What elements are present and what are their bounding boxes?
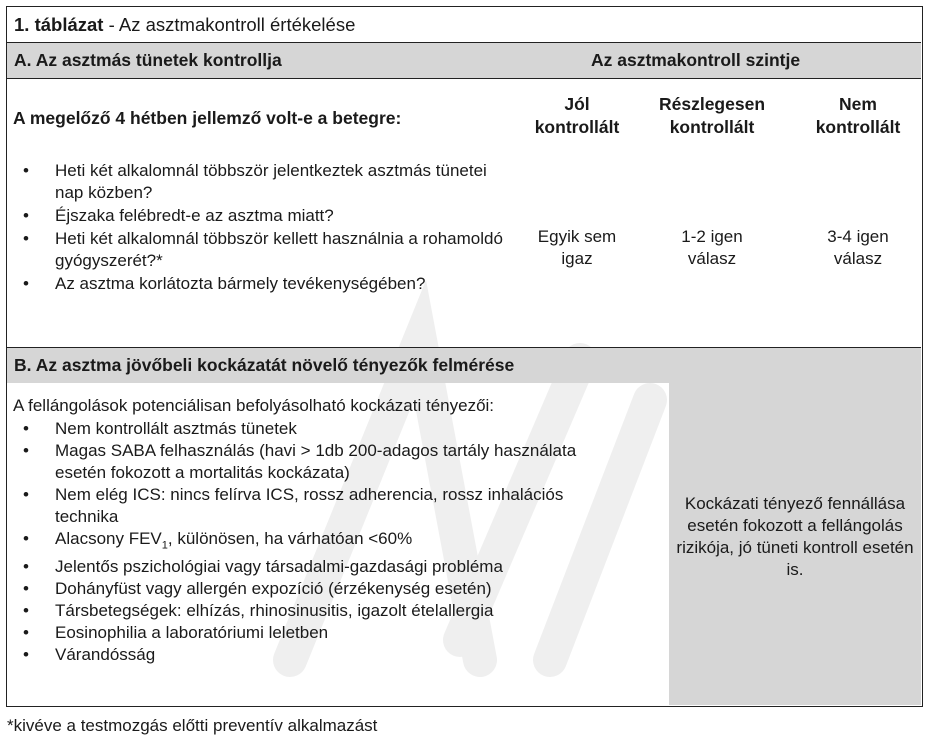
table-title xyxy=(7,7,921,43)
column-uncontrolled xyxy=(797,93,919,139)
risk-result-text: Kockázati tényező fennállása esetén fokozott a fellángolás rizikója, jó tüneti kontroll esetén is. xyxy=(676,494,914,579)
fev-label: Alacsony FEV xyxy=(55,529,162,548)
risk-factor-item: • Magas SABA felhasználás (havi > 1db 200-adagos tartály használata esetén fokozott a mortalitás kockázata) xyxy=(13,440,615,484)
symptom-item: • Heti két alkalomnál többször jelentkeztek asztmás tünetei nap közben? xyxy=(13,160,513,204)
risk-factor-item xyxy=(13,528,663,556)
result-uncontrolled-line1: 3-4 igen xyxy=(827,227,889,246)
column-well-controlled xyxy=(517,93,637,139)
risk-factor-item: • Társbetegségek: elhízás, rhinosinusitis, igazolt ételallergia xyxy=(13,600,663,622)
table-title-text: - Az asztmakontroll értékelése xyxy=(103,14,356,35)
control-level-label: Az asztmakontroll szintje xyxy=(591,50,801,70)
section-a-header xyxy=(7,43,921,79)
result-partly-controlled-line2: válasz xyxy=(687,249,737,268)
result-partly-controlled xyxy=(647,226,777,270)
column-well-controlled-line2: kontrollált xyxy=(534,117,620,137)
risk-factor-item: • Nem kontrollált asztmás tünetek xyxy=(13,418,663,440)
result-partly-controlled-line1: 1-2 igen xyxy=(681,227,743,246)
risk-factor-list xyxy=(13,418,663,666)
column-well-controlled-line1: Jól xyxy=(564,94,590,114)
result-well-controlled-line1: Egyik sem xyxy=(537,227,617,246)
section-b-label: B. Az asztma jövőbeli kockázatát növelő tényezők felmérése xyxy=(14,355,515,375)
risk-factor-item: • Dohányfüst vagy allergén expozíció (érzékenység esetén) xyxy=(13,578,663,600)
column-uncontrolled-line1: Nem xyxy=(839,94,877,114)
result-well-controlled xyxy=(517,226,637,270)
risk-factor-item: • Nem elég ICS: nincs felírva ICS, rossz adherencia, rossz inhalációs technika xyxy=(13,484,615,528)
column-partly-controlled-line1: Részlegesen xyxy=(658,94,766,114)
table-title-number: 1. táblázat xyxy=(14,14,104,35)
fev-subscript: 1 xyxy=(161,539,168,552)
symptom-list xyxy=(13,160,513,295)
risk-factor-item: • Várandósság xyxy=(13,644,663,666)
result-well-controlled-line2: igaz xyxy=(561,249,593,268)
asthma-control-table xyxy=(6,6,923,707)
symptom-question: A megelőző 4 hétben jellemző volt-e a betegre: xyxy=(13,108,402,128)
column-uncontrolled-line2: kontrollált xyxy=(815,117,901,137)
symptom-item: • Éjszaka felébredt-e az asztma miatt? xyxy=(13,205,513,227)
symptom-item: • Az asztma korlátozta bármely tevékenységében? xyxy=(13,273,513,295)
result-uncontrolled-line2: válasz xyxy=(833,249,883,268)
column-partly-controlled xyxy=(637,93,787,139)
risk-factor-item: • Eosinophilia a laboratóriumi leletben xyxy=(13,622,663,644)
risk-factors-intro: A fellángolások potenciálisan befolyásolható kockázati tényezői: xyxy=(13,396,495,415)
section-b-header xyxy=(7,347,921,383)
risk-factor-item: • Jelentős pszichológiai vagy társadalmi-gazdasági probléma xyxy=(13,556,663,578)
symptom-item: • Heti két alkalomnál többször kellett használnia a rohamoldó gyógyszerét?* xyxy=(13,228,513,272)
section-a-label: A. Az asztmás tünetek kontrollja xyxy=(14,50,282,70)
footnote: *kivéve a testmozgás előtti preventív alkalmazást xyxy=(7,716,378,735)
column-partly-controlled-line2: kontrollált xyxy=(669,117,755,137)
fev-detail: , különösen, ha várhatóan <60% xyxy=(167,529,413,548)
result-uncontrolled xyxy=(797,226,919,270)
